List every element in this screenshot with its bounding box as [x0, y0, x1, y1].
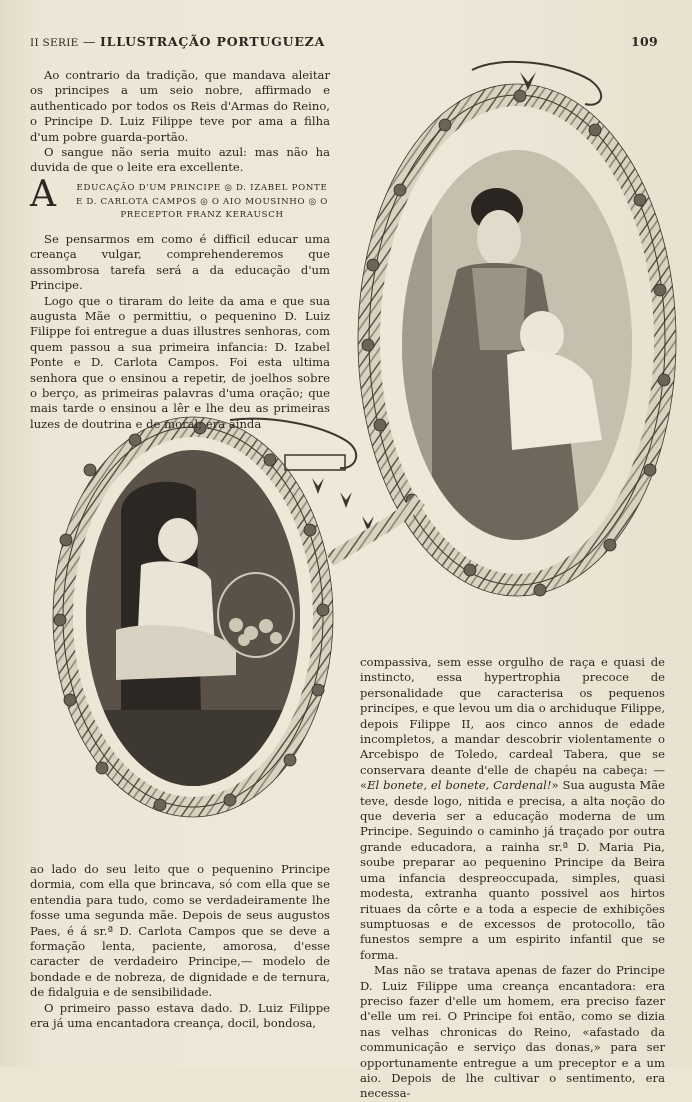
left-column-top-text [30, 232, 330, 432]
right-column-text [360, 655, 665, 1102]
body-paragraph: Mas não se tratava apenas de fazer do Principe D. Luiz Filippe uma creança encantadora: era preciso fazer d'elle um homem, era preciso fazer d'elle um rei. O Principe foi então, como se dizia nas velhas chronicas do Reino, «afastado da communicação e serviço das donas,» para ser opportunamente entregue a um preceptor e a um aio. Depois de lhe cultivar o sentimento, era necessa- [360, 963, 665, 1101]
body-paragraph: Logo que o tiraram do leite da ama e que sua augusta Mãe o permittiu, o pequenino D. Luiz Filippe foi entregue a duas illustres senhoras, com quem passou a sua primeira infancia: D. Izabel Ponte e D. Carlota Campos. Foi esta ultima senhora que o ensinou a repetir, de joelhos sobre o berço, as primeiras palavras d'uma oração; que mais tarde o ensinou a lêr e lhe deu as primeiras luzes de doutrina e de moral; era ainda [30, 293, 330, 431]
section-heading-line-2: E D. CARLOTA CAMPOS ◎ O AIO MOUSINHO ◎ O [75, 196, 329, 207]
left-column-bottom-text [30, 862, 330, 1031]
section-heading-line-1: EDUCAÇÃO D'UM PRINCIPE ◎ D. IZABEL PONTE [76, 183, 328, 193]
page-number: 109 [631, 34, 658, 49]
section-dropcap: A [30, 174, 56, 215]
intro-paragraph-2: O sangue não seria muito azul: mas não ha duvida de que o leite era excellente. [30, 145, 330, 175]
mother-infant-figure [402, 150, 632, 540]
spanish-quote: El bonete, el bonete, Cardenal! [367, 778, 552, 793]
section-heading [30, 174, 332, 220]
photo-infant-in-chair [86, 450, 300, 786]
body-paragraph: O primeiro passo estava dado. D. Luiz Filippe era já uma encantadora creança, docil, bondosa, [30, 1000, 330, 1031]
body-paragraph: Se pensarmos em como é difficil educar uma creança vulgar, comprehenderemos que assombrosa tarefa será a da educação d'um Principe. [30, 232, 330, 293]
photo-mother-with-infant [402, 150, 632, 540]
section-heading-line-3: PRECEPTOR FRANZ KERAUSCH [120, 210, 284, 220]
infant-figure [86, 450, 300, 786]
body-paragraph-continued: ao lado do seu leito que o pequenino Principe dormia, com ella que brincava, só com ella que se entendia para tudo, como se verdadeiramente lhe fosse uma segunda mãe. Depois de seus augustos Paes, é á sr.ª D. Carlota Campos que se deve a formação lenta, paciente, amorosa, d'esse caracter de verdadeiro Principe,— modelo de bondade e de nobreza, de dignidade e de ternura, de fidalguia e de sensibilidade. [30, 862, 330, 1000]
intro-text-block [30, 68, 330, 176]
intro-paragraph-1: Ao contrario da tradição, que mandava aleitar os principes a um seio nobre, affirmado e authenticado por todos os Reis d'Armas do Reino, o Principe D. Luiz Filippe teve por ama a filha d'um pobre guarda-portão. [30, 68, 330, 144]
body-paragraph-continued: compassiva, sem esse orgulho de raça e quasi de instincto, essa hypertrophia precoce de personalidade que caracterisa os pequenos principes, e que levou um dia o archiduque Filippe, depois Filippe II, aos cinco annos de edade incompletos, a mandar descobrir violentamente o Arcebispo de Toledo, cardeal Tabera, que se conservara deante d'elle de chapéu na cabeça: — «El bonete, el bonete, Cardenal!» Sua augusta Mãe teve, desde logo, nitida e precisa, a alta noção do que deveria ser a educação moderna de um Principe. Seguindo o caminho já traçado por outra grande educadora, a rainha sr.ª D. Maria Pia, soube preparar ao pequenino Principe da Beira uma infancia despreoccupada, simples, quasi modesta, extranha quanto possivel aos hirtos rituaes da côrte e a toda a especie de exhibições sumptuosas e de excessos de protocollo, tão funestos sempre a um espirito infantil que se forma. [360, 655, 665, 962]
running-title: II SERIE — ILLUSTRAÇÃO PORTUGUEZA [30, 34, 326, 49]
